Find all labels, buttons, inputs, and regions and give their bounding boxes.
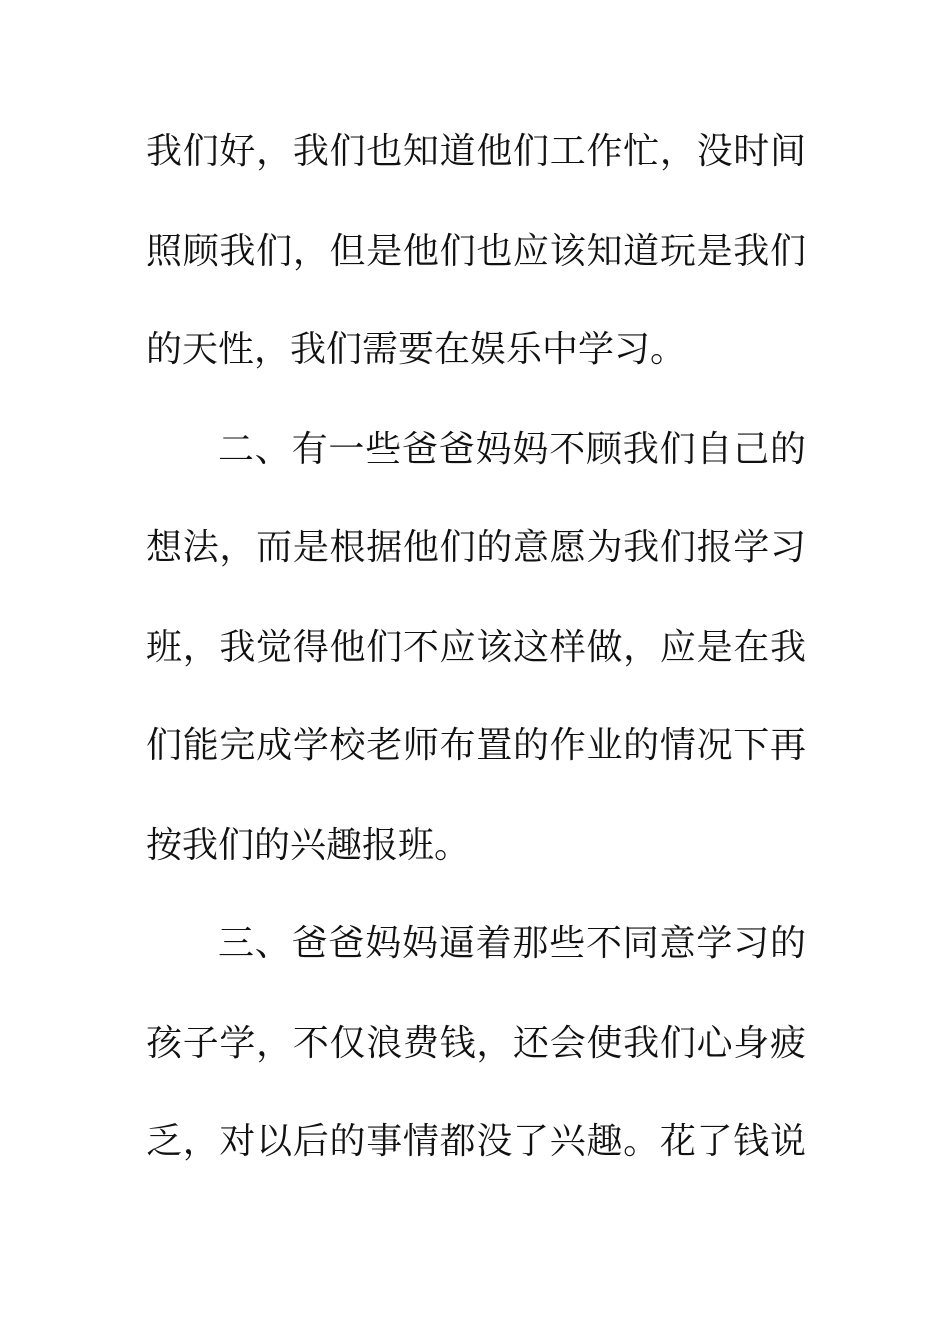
text-line-5: 想法，而是根据他们的意愿为我们报学习 bbox=[146, 527, 806, 568]
text-line-3: 的天性，我们需要在娱乐中学习。 bbox=[146, 329, 687, 370]
text-line-11: 乏，对以后的事情都没了兴趣。花了钱说 bbox=[146, 1121, 806, 1162]
text-line-1: 我们好，我们也知道他们工作忙，没时间 bbox=[146, 131, 806, 172]
text-line-10: 孩子学，不仅浪费钱，还会使我们心身疲 bbox=[146, 1023, 806, 1064]
text-line-9: 三、爸爸妈妈逼着那些不同意学习的 bbox=[218, 923, 806, 964]
text-line-4: 二、有一些爸爸妈妈不顾我们自己的 bbox=[218, 429, 806, 470]
text-line-8: 按我们的兴趣报班。 bbox=[146, 825, 471, 866]
text-line-7: 们能完成学校老师布置的作业的情况下再 bbox=[146, 725, 806, 766]
text-line-2: 照顾我们，但是他们也应该知道玩是我们 bbox=[146, 231, 806, 272]
text-line-6: 班，我觉得他们不应该这样做，应是在我 bbox=[146, 627, 806, 668]
